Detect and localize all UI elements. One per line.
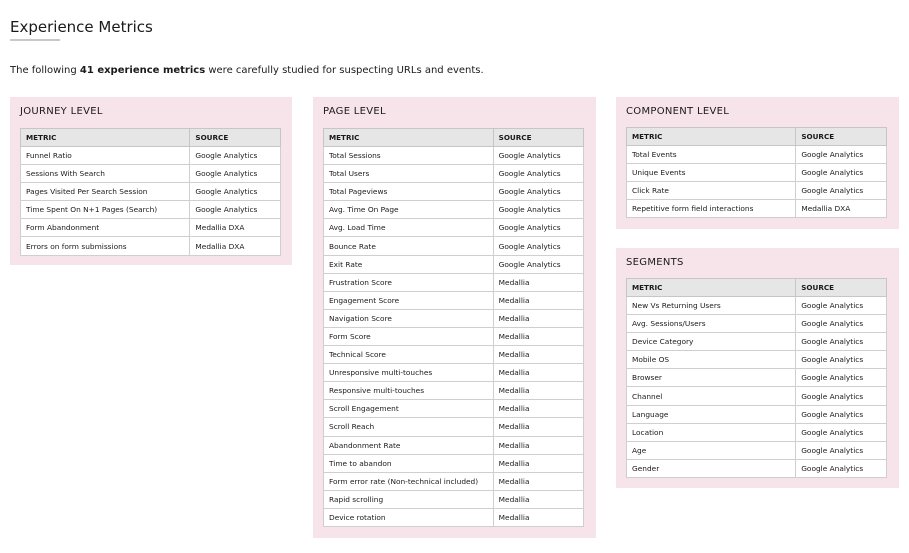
metric-cell: Pages Visited Per Search Session (21, 183, 190, 201)
table-header-row (21, 129, 281, 147)
source-cell: Medallia (493, 418, 583, 436)
component-level-panel (616, 97, 899, 229)
journey-level-panel (10, 97, 292, 265)
table-row (324, 508, 584, 526)
metric-column-header: METRIC (21, 129, 190, 147)
metric-cell: Responsive multi-touches (324, 382, 494, 400)
page-level-table (323, 128, 584, 527)
metric-cell: Scroll Engagement (324, 400, 494, 418)
metric-cell: Form Abandonment (21, 219, 190, 237)
metric-cell: Location (627, 423, 796, 441)
metric-cell: Total Pageviews (324, 183, 494, 201)
table-row (324, 219, 584, 237)
source-cell: Google Analytics (796, 351, 887, 369)
intro-bold: 41 experience metrics (79, 65, 206, 76)
source-column-header: SOURCE (796, 128, 887, 146)
table-row (324, 309, 584, 327)
intro-text (10, 65, 484, 76)
source-cell: Medallia (493, 273, 583, 291)
table-row (627, 369, 887, 387)
metric-cell: Age (627, 441, 796, 459)
table-header-row (627, 279, 887, 297)
source-cell: Google Analytics (493, 237, 583, 255)
table-row (627, 423, 887, 441)
source-cell: Google Analytics (493, 165, 583, 183)
component-level-table (626, 127, 887, 218)
metric-cell: Channel (627, 387, 796, 405)
source-cell: Medallia (493, 346, 583, 364)
journey-level-table (20, 128, 281, 256)
source-cell: Medallia DXA (796, 200, 887, 218)
metric-cell: Time Spent On N+1 Pages (Search) (21, 201, 190, 219)
metric-cell: Total Sessions (324, 147, 494, 165)
metric-cell: Rapid scrolling (324, 490, 494, 508)
metric-cell: Unresponsive multi-touches (324, 364, 494, 382)
metric-cell: Exit Rate (324, 255, 494, 273)
metric-cell: Language (627, 405, 796, 423)
metric-cell: Total Events (627, 146, 796, 164)
metric-cell: Avg. Time On Page (324, 201, 494, 219)
table-row (21, 237, 281, 255)
table-row (324, 291, 584, 309)
source-cell: Google Analytics (796, 333, 887, 351)
source-cell: Google Analytics (796, 441, 887, 459)
table-row (324, 147, 584, 165)
table-row (324, 273, 584, 291)
source-cell: Google Analytics (190, 147, 281, 165)
metric-cell: Browser (627, 369, 796, 387)
table-row (627, 182, 887, 200)
metric-column-header: METRIC (627, 279, 796, 297)
metric-column-header: METRIC (324, 129, 494, 147)
source-cell: Google Analytics (493, 219, 583, 237)
table-row (324, 472, 584, 490)
source-cell: Google Analytics (190, 165, 281, 183)
metric-cell: Avg. Load Time (324, 219, 494, 237)
source-cell: Medallia (493, 490, 583, 508)
table-row (324, 436, 584, 454)
metric-cell: Total Users (324, 165, 494, 183)
source-cell: Google Analytics (190, 201, 281, 219)
table-row (324, 382, 584, 400)
metric-cell: Bounce Rate (324, 237, 494, 255)
table-row (324, 400, 584, 418)
source-cell: Medallia (493, 472, 583, 490)
source-cell: Google Analytics (796, 315, 887, 333)
source-cell: Medallia (493, 327, 583, 345)
metric-cell: Time to abandon (324, 454, 494, 472)
table-row (627, 315, 887, 333)
table-row (324, 183, 584, 201)
intro-prefix: The following (10, 65, 80, 76)
metric-cell: Scroll Reach (324, 418, 494, 436)
source-cell: Medallia DXA (190, 237, 281, 255)
table-row (627, 146, 887, 164)
segments-table (626, 278, 887, 478)
page-level-panel (313, 97, 596, 538)
metric-cell: Engagement Score (324, 291, 494, 309)
metric-cell: Errors on form submissions (21, 237, 190, 255)
metric-cell: Frustration Score (324, 273, 494, 291)
table-header-row (324, 129, 584, 147)
table-row (21, 201, 281, 219)
source-column-header: SOURCE (493, 129, 583, 147)
source-cell: Medallia (493, 364, 583, 382)
table-row (21, 219, 281, 237)
metric-cell: Form error rate (Non-technical included) (324, 472, 494, 490)
metric-cell: Unique Events (627, 164, 796, 182)
table-row (324, 165, 584, 183)
table-header-row (627, 128, 887, 146)
source-cell: Google Analytics (796, 146, 887, 164)
source-column-header: SOURCE (796, 279, 887, 297)
panel-title: JOURNEY LEVEL (20, 106, 103, 117)
source-cell: Medallia (493, 382, 583, 400)
metric-cell: Click Rate (627, 182, 796, 200)
source-cell: Medallia DXA (190, 219, 281, 237)
intro-suffix: were carefully studied for suspecting URLs and events. (205, 65, 484, 76)
metric-cell: Device rotation (324, 508, 494, 526)
table-row (627, 333, 887, 351)
table-row (324, 454, 584, 472)
source-cell: Medallia (493, 291, 583, 309)
source-cell: Google Analytics (796, 369, 887, 387)
source-cell: Medallia (493, 309, 583, 327)
title-underline (10, 39, 60, 41)
table-row (324, 364, 584, 382)
page-title: Experience Metrics (10, 18, 153, 36)
table-row (324, 201, 584, 219)
source-cell: Google Analytics (493, 255, 583, 273)
metric-cell: Mobile OS (627, 351, 796, 369)
table-row (21, 165, 281, 183)
source-cell: Google Analytics (796, 297, 887, 315)
table-row (627, 164, 887, 182)
source-cell: Medallia (493, 454, 583, 472)
table-row (21, 183, 281, 201)
metric-cell: Avg. Sessions/Users (627, 315, 796, 333)
table-row (21, 147, 281, 165)
table-row (324, 418, 584, 436)
table-row (324, 237, 584, 255)
segments-panel (616, 248, 899, 488)
source-cell: Google Analytics (796, 405, 887, 423)
metric-cell: Navigation Score (324, 309, 494, 327)
source-cell: Google Analytics (493, 147, 583, 165)
source-cell: Google Analytics (796, 459, 887, 477)
metric-cell: Form Score (324, 327, 494, 345)
metric-cell: Sessions With Search (21, 165, 190, 183)
source-cell: Google Analytics (190, 183, 281, 201)
source-cell: Google Analytics (796, 423, 887, 441)
source-cell: Medallia (493, 400, 583, 418)
panel-title: SEGMENTS (626, 257, 684, 268)
metric-cell: Repetitive form field interactions (627, 200, 796, 218)
table-row (324, 490, 584, 508)
metric-cell: New Vs Returning Users (627, 297, 796, 315)
source-cell: Google Analytics (796, 164, 887, 182)
source-column-header: SOURCE (190, 129, 281, 147)
table-row (627, 200, 887, 218)
table-row (627, 405, 887, 423)
metric-cell: Abandonment Rate (324, 436, 494, 454)
metric-column-header: METRIC (627, 128, 796, 146)
source-cell: Medallia (493, 508, 583, 526)
metric-cell: Gender (627, 459, 796, 477)
table-row (324, 327, 584, 345)
metric-cell: Technical Score (324, 346, 494, 364)
metric-cell: Device Category (627, 333, 796, 351)
metric-cell: Funnel Ratio (21, 147, 190, 165)
table-row (324, 255, 584, 273)
table-row (627, 351, 887, 369)
source-cell: Medallia (493, 436, 583, 454)
table-row (627, 441, 887, 459)
source-cell: Google Analytics (493, 201, 583, 219)
source-cell: Google Analytics (796, 387, 887, 405)
table-row (324, 346, 584, 364)
panel-title: COMPONENT LEVEL (626, 106, 730, 117)
table-row (627, 459, 887, 477)
panel-title: PAGE LEVEL (323, 106, 386, 117)
source-cell: Google Analytics (796, 182, 887, 200)
source-cell: Google Analytics (493, 183, 583, 201)
table-row (627, 297, 887, 315)
table-row (627, 387, 887, 405)
